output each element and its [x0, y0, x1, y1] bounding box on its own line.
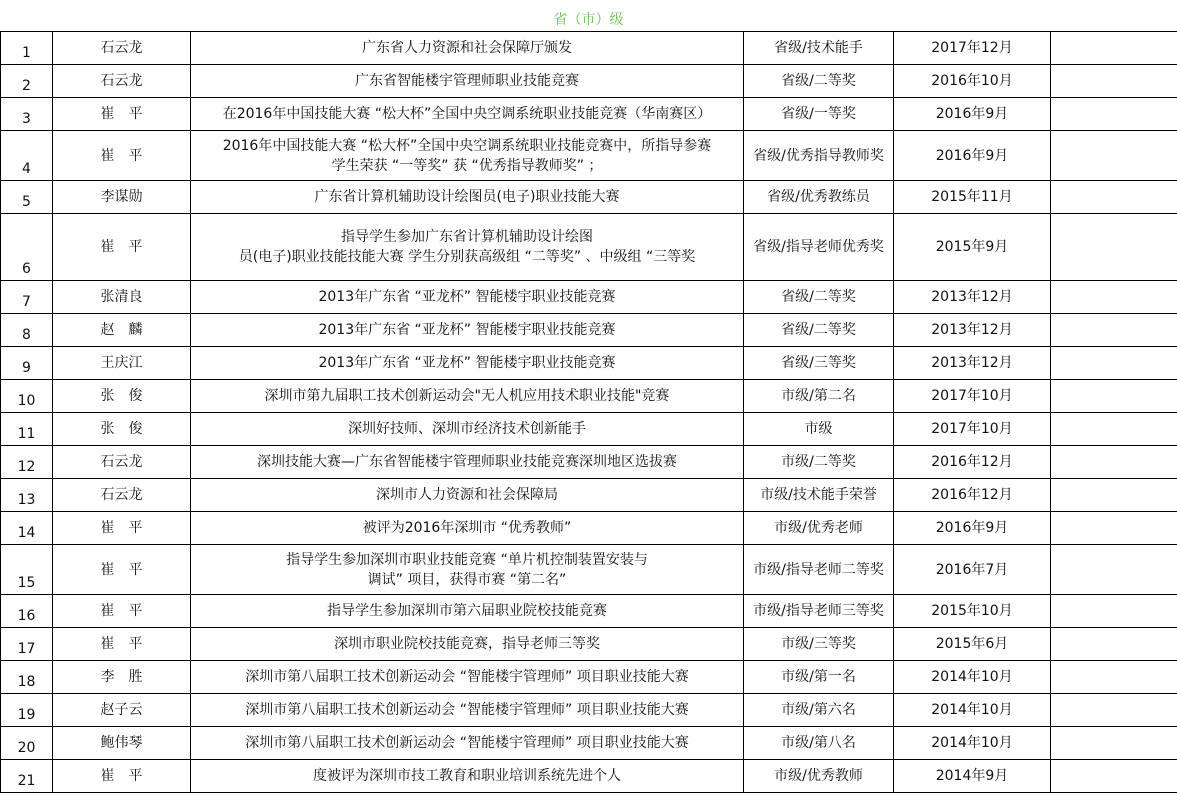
award-item-line: 度被评为深圳市技工教育和职业培训系统先进个人	[313, 768, 621, 784]
award-item-line: 深圳市人力资源和社会保障局	[376, 487, 558, 503]
table-row	[1, 281, 1177, 314]
level-cell: 市级/优秀教师	[744, 760, 894, 793]
date-cell: 2014年9月	[894, 760, 1051, 793]
date-cell: 2014年10月	[894, 694, 1051, 727]
award-item-cell	[191, 380, 744, 413]
date-cell: 2017年12月	[894, 32, 1051, 65]
level-cell: 市级/三等奖	[744, 628, 894, 661]
date-cell: 2017年10月	[894, 380, 1051, 413]
date-cell: 2016年10月	[894, 65, 1051, 98]
level-cell: 省级/技术能手	[744, 32, 894, 65]
empty-cell	[1051, 446, 1177, 479]
date-cell: 2016年9月	[894, 98, 1051, 131]
award-item-line: 深圳市职业院校技能竞赛，指导老师三等奖	[334, 636, 600, 652]
row-number-cell: 7	[1, 281, 53, 314]
empty-cell	[1051, 347, 1177, 380]
award-item-line: 深圳市第八届职工技术创新运动会 “智能楼宇管理师” 项目职业技能大赛	[245, 669, 689, 685]
level-cell: 市级/第六名	[744, 694, 894, 727]
award-item-cell	[191, 628, 744, 661]
level-cell: 省级/三等奖	[744, 347, 894, 380]
date-cell: 2013年12月	[894, 314, 1051, 347]
award-item-line: 学生荣获 “一等奖” 获 “优秀指导教师奖” ；	[331, 157, 603, 174]
date-cell: 2016年9月	[894, 131, 1051, 181]
award-item-cell	[191, 727, 744, 760]
name-cell: 张清良	[53, 281, 191, 314]
row-number-cell: 20	[1, 727, 53, 760]
table-row	[1, 181, 1177, 214]
name-cell: 赵 麟	[53, 314, 191, 347]
table-row	[1, 479, 1177, 512]
level-cell: 省级/指导老师优秀奖	[744, 214, 894, 281]
empty-cell	[1051, 131, 1177, 181]
table-row	[1, 347, 1177, 380]
date-cell: 2015年10月	[894, 595, 1051, 628]
date-cell: 2015年11月	[894, 181, 1051, 214]
award-item-line: 广东省智能楼宇管理师职业技能竞赛	[355, 73, 579, 89]
empty-cell	[1051, 727, 1177, 760]
name-cell: 李谋勋	[53, 181, 191, 214]
empty-cell	[1051, 628, 1177, 661]
date-cell: 2017年10月	[894, 413, 1051, 446]
award-item-cell	[191, 181, 744, 214]
empty-cell	[1051, 512, 1177, 545]
table-row	[1, 628, 1177, 661]
row-number-cell: 14	[1, 512, 53, 545]
table-row	[1, 446, 1177, 479]
award-item-line: 指导学生参加深圳市职业技能竞赛 “单片机控制装置安装与	[286, 551, 648, 568]
award-item-line: 广东省计算机辅助设计绘图员(电子)职业技能大赛	[314, 189, 620, 205]
empty-cell	[1051, 32, 1177, 65]
row-number-cell: 6	[1, 214, 53, 281]
row-number-cell: 21	[1, 760, 53, 793]
empty-cell	[1051, 545, 1177, 595]
empty-cell	[1051, 98, 1177, 131]
award-item-cell	[191, 661, 744, 694]
row-number-cell: 4	[1, 131, 53, 181]
date-cell: 2014年10月	[894, 661, 1051, 694]
empty-cell	[1051, 413, 1177, 446]
award-item-line: 2013年广东省 “亚龙杯” 智能楼宇职业技能竞赛	[318, 289, 616, 305]
level-cell: 市级/指导老师三等奖	[744, 595, 894, 628]
award-item-line: 员(电子)职业技能技能大赛 学生分别获高级组 “二等奖” 、中级组 “三等奖	[238, 249, 696, 265]
award-item-line: 2016年中国技能大赛 “松大杯”全国中央空调系统职业技能竞赛中，所指导参赛	[222, 137, 712, 154]
award-item-cell	[191, 595, 744, 628]
date-cell: 2016年12月	[894, 446, 1051, 479]
table-row	[1, 413, 1177, 446]
awards-table	[0, 31, 1177, 793]
empty-cell	[1051, 760, 1177, 793]
empty-cell	[1051, 65, 1177, 98]
award-item-line: 深圳市第九届职工技术创新运动会"无人机应用技术职业技能"竞赛	[264, 388, 670, 404]
award-item-cell	[191, 446, 744, 479]
award-item-line: 指导学生参加深圳市第六届职业院校技能竞赛	[327, 603, 607, 619]
level-cell: 市级/指导老师二等奖	[744, 545, 894, 595]
date-cell: 2015年6月	[894, 628, 1051, 661]
name-cell: 崔 平	[53, 131, 191, 181]
row-number-cell: 9	[1, 347, 53, 380]
row-number-cell: 11	[1, 413, 53, 446]
award-item-line: 2013年广东省 “亚龙杯” 智能楼宇职业技能竞赛	[318, 355, 616, 371]
table-row	[1, 98, 1177, 131]
award-item-line: 被评为2016年深圳市 “优秀教师”	[362, 520, 572, 536]
table-row	[1, 595, 1177, 628]
level-cell: 市级/第八名	[744, 727, 894, 760]
award-item-cell	[191, 479, 744, 512]
row-number-cell: 2	[1, 65, 53, 98]
row-number-cell: 16	[1, 595, 53, 628]
award-item-line: 指导学生参加广东省计算机辅助设计绘图	[341, 229, 593, 245]
award-item-cell	[191, 131, 744, 181]
row-number-cell: 18	[1, 661, 53, 694]
table-row	[1, 65, 1177, 98]
name-cell: 石云龙	[53, 32, 191, 65]
empty-cell	[1051, 314, 1177, 347]
level-cell: 市级/二等奖	[744, 446, 894, 479]
row-number-cell: 10	[1, 380, 53, 413]
empty-cell	[1051, 380, 1177, 413]
award-item-line: 深圳市第八届职工技术创新运动会 “智能楼宇管理师” 项目职业技能大赛	[245, 702, 689, 718]
award-item-cell	[191, 512, 744, 545]
table-row	[1, 380, 1177, 413]
table-row	[1, 214, 1177, 281]
award-item-line: 在2016年中国技能大赛 “松大杯”全国中央空调系统职业技能竞赛（华南赛区）	[222, 106, 712, 122]
name-cell: 李 胜	[53, 661, 191, 694]
empty-cell	[1051, 181, 1177, 214]
table-row	[1, 760, 1177, 793]
date-cell: 2016年9月	[894, 512, 1051, 545]
name-cell: 崔 平	[53, 98, 191, 131]
date-cell: 2014年10月	[894, 727, 1051, 760]
level-cell: 省级/优秀教练员	[744, 181, 894, 214]
name-cell: 鲍伟琴	[53, 727, 191, 760]
level-cell: 省级/一等奖	[744, 98, 894, 131]
award-item-line: 深圳市第八届职工技术创新运动会 “智能楼宇管理师” 项目职业技能大赛	[245, 735, 689, 751]
date-cell: 2013年12月	[894, 281, 1051, 314]
section-title: 省（市）级	[553, 12, 624, 28]
date-cell: 2015年9月	[894, 214, 1051, 281]
award-item-cell	[191, 314, 744, 347]
row-number-cell: 17	[1, 628, 53, 661]
name-cell: 崔 平	[53, 545, 191, 595]
name-cell: 崔 平	[53, 512, 191, 545]
empty-cell	[1051, 214, 1177, 281]
level-cell: 市级	[744, 413, 894, 446]
table-row	[1, 694, 1177, 727]
row-number-cell: 12	[1, 446, 53, 479]
name-cell: 赵子云	[53, 694, 191, 727]
award-item-line: 2013年广东省 “亚龙杯” 智能楼宇职业技能竞赛	[318, 322, 616, 338]
table-row	[1, 512, 1177, 545]
row-number-cell: 19	[1, 694, 53, 727]
row-number-cell: 15	[1, 545, 53, 595]
row-number-cell: 1	[1, 32, 53, 65]
award-item-line: 广东省人力资源和社会保障厅颁发	[362, 40, 572, 56]
date-cell: 2013年12月	[894, 347, 1051, 380]
row-number-cell: 13	[1, 479, 53, 512]
table-row	[1, 545, 1177, 595]
award-item-cell	[191, 760, 744, 793]
empty-cell	[1051, 661, 1177, 694]
table-row	[1, 727, 1177, 760]
award-item-line: 深圳技能大赛—广东省智能楼宇管理师职业技能竞赛深圳地区选拔赛	[257, 454, 677, 470]
award-item-cell	[191, 281, 744, 314]
level-cell: 省级/二等奖	[744, 65, 894, 98]
empty-cell	[1051, 281, 1177, 314]
award-item-cell	[191, 347, 744, 380]
date-cell: 2016年12月	[894, 479, 1051, 512]
name-cell: 张 俊	[53, 380, 191, 413]
award-item-line: 深圳好技师、深圳市经济技术创新能手	[348, 421, 586, 437]
name-cell: 石云龙	[53, 65, 191, 98]
table-row	[1, 661, 1177, 694]
name-cell: 张 俊	[53, 413, 191, 446]
table-row	[1, 314, 1177, 347]
row-number-cell: 3	[1, 98, 53, 131]
award-item-cell	[191, 545, 744, 595]
level-cell: 省级/优秀指导教师奖	[744, 131, 894, 181]
award-item-cell	[191, 694, 744, 727]
empty-cell	[1051, 694, 1177, 727]
level-cell: 市级/技术能手荣誉	[744, 479, 894, 512]
name-cell: 崔 平	[53, 595, 191, 628]
empty-cell	[1051, 479, 1177, 512]
level-cell: 市级/第一名	[744, 661, 894, 694]
name-cell: 崔 平	[53, 214, 191, 281]
level-cell: 省级/二等奖	[744, 281, 894, 314]
award-item-cell	[191, 214, 744, 281]
name-cell: 石云龙	[53, 479, 191, 512]
empty-cell	[1051, 595, 1177, 628]
date-cell: 2016年7月	[894, 545, 1051, 595]
award-item-cell	[191, 32, 744, 65]
award-item-cell	[191, 98, 744, 131]
award-item-cell	[191, 413, 744, 446]
name-cell: 崔 平	[53, 628, 191, 661]
award-item-cell	[191, 65, 744, 98]
level-cell: 市级/第二名	[744, 380, 894, 413]
name-cell: 王庆江	[53, 347, 191, 380]
table-row	[1, 32, 1177, 65]
row-number-cell: 5	[1, 181, 53, 214]
award-item-line: 调试” 项目，获得市赛 “第二名”	[367, 571, 567, 588]
table-row	[1, 131, 1177, 181]
name-cell: 石云龙	[53, 446, 191, 479]
name-cell: 崔 平	[53, 760, 191, 793]
level-cell: 省级/二等奖	[744, 314, 894, 347]
level-cell: 市级/优秀老师	[744, 512, 894, 545]
row-number-cell: 8	[1, 314, 53, 347]
